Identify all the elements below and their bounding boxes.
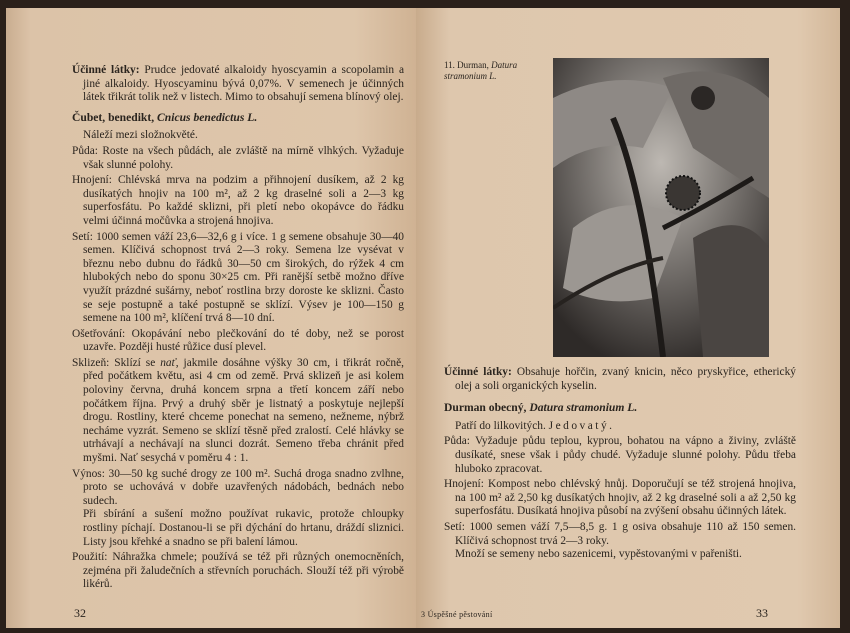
label: Použití: xyxy=(72,551,108,564)
label: Půda: xyxy=(72,144,98,157)
caption-number: 11. Durman, xyxy=(444,60,489,70)
text: Obsahuje hořčin, zvaný knicin, něco pryskyřice, etherický olej a soli organických kyselin. xyxy=(455,366,796,392)
signature-footer: 3 Úspěšné pěstování xyxy=(421,610,493,619)
propagation-note: Množí se semeny nebo sazenicemi, vypěstovanými v pařeništi. xyxy=(455,548,742,561)
heading-cubet xyxy=(72,111,404,125)
section-usage xyxy=(72,551,404,592)
section-sowing xyxy=(72,231,404,326)
label: Hnojení: xyxy=(444,478,484,491)
label: Sklizeň: xyxy=(72,356,110,369)
label: Ošetřování: xyxy=(72,327,126,340)
text: 30—50 kg suché drogy ze 100 m². Suchá droga snadno zvlhne, proto se uchovává v dobře uzavřených nádobách, bednách nebo sudech. xyxy=(83,467,404,507)
label: Setí: xyxy=(444,520,465,533)
label: Setí: xyxy=(72,230,93,243)
italic-term: nať xyxy=(160,356,176,369)
datura-photo xyxy=(553,58,769,357)
family-note xyxy=(444,420,796,434)
label: Účinné látky: xyxy=(72,64,140,76)
family-note: Náleží mezi složnokvěté. xyxy=(83,129,198,142)
toxic-note: Jedovatý. xyxy=(548,419,615,432)
left-page xyxy=(6,8,416,628)
text: Vyžaduje půdu teplou, kyprou, bohatou na vápno a živiny, zvláště dusíkaté, snese však i půdy chudé. Vyžaduje slunné polohy. Půdu třeba hluboko zpracovat. xyxy=(455,435,796,475)
text: Kompost nebo chlévský hnůj. Doporučují se též strojená hnojiva, na 100 m² až 2,50 kg dusíkatých hnojiv, až 2 kg draselné soli a až 2,50 kg superfosfátu. Dusíkatá hnojiva působí na zvýšení obsahu účinných látek. xyxy=(455,478,796,518)
datura-plant-illustration xyxy=(553,58,769,357)
text: Roste na všech půdách, ale zvláště na mírně vlhkých. Vyžaduje však slunné polohy. xyxy=(83,144,404,171)
page-number-left: 32 xyxy=(74,606,86,620)
text: 1000 semen váží 7,5—8,5 g. 1 g osiva obsahuje 110 až 150 semen. Klíčivá schopnost trvá 2—3 roky. xyxy=(455,520,796,547)
heading-name: Čubet, benedikt, xyxy=(72,110,155,124)
label: Hnojení: xyxy=(72,174,112,187)
text: 1000 semen váží 23,6—32,6 g i více. 1 g semene obsahuje 30—40 semen. Klíčivá schopnost trvá 2—3 roky. Semena lze vysévat v březnu nebo dubnu do řádků 30—50 cm širokých, do rýžek 4 cm hlubokých nebo do sponu 30×25 cm. Při ranější setbě možno dříve využít prázdné sušárny, neboť rostlina brzy doroste ke sklizni. Často se seje postupně a také postupně se sklízí. Výsev je 100—150 g semene na 100 m², klíčení trvá 8—10 dní. xyxy=(83,230,404,325)
page-number-right: 33 xyxy=(756,606,768,620)
text: Sklízí se xyxy=(109,356,161,369)
handling-note: Při sbírání a sušení možno používat rukavic, protože chloupky rostliny píchají. Dostanou-li se při dýchání do hrtanu, dráždí sliznici. Listy jsou křehké a snadno se při balení lámou. xyxy=(83,508,404,548)
section-fertilizing xyxy=(444,478,796,519)
text: Okopávání nebo plečkování do té doby, než se porost uzavře. Později husté růžice dusí plevel. xyxy=(83,327,404,354)
label: Půda: xyxy=(444,435,470,448)
label: Výnos: xyxy=(72,467,105,480)
text: , jakmile dosáhne výšky 30 cm, i třikrát ročně, před počátkem květu, asi 4 cm od země. Prvá sklizeň je asi kolem poloviny června, druhá koncem srpna a třetí koncem září nebo počátkem října. Prvý a druhý sběr je listnatý a poskytuje nejlepší drogu. Rostliny, které chceme ponechat na semeno, nežneme, nýbrž necháme vyzrát. Semeno se sklízí těsně před zralostí. Celé hlávky se utrhávají a nechávají na slunci dozrát. Semeno třeba chránit před myšmi. Nať sesychá v poměru 4 : 1. xyxy=(83,356,404,465)
section-fertilizing xyxy=(72,174,404,228)
section-harvest xyxy=(72,357,404,466)
section-sowing xyxy=(444,521,796,548)
label: Účinné látky: xyxy=(444,366,512,378)
right-page xyxy=(416,8,840,628)
heading-latin: Cnicus benedictus L. xyxy=(157,110,258,124)
section-soil xyxy=(72,145,404,172)
text: Náhražka chmele; používá se též při různých onemocněních, zejména při žaludečních a střevních poruchách. Slouží též při výrobě likérů. xyxy=(83,551,404,591)
active-substances-cubet xyxy=(444,366,796,393)
left-page-text xyxy=(72,64,404,594)
family: Patří do lilkovitých. xyxy=(455,419,546,432)
figure-caption xyxy=(444,60,549,82)
text: Chlévská mrva na podzim a přihnojení dusíkem, až 2 kg dusíkatých hnojiv na 100 m², až 2 kg draselné soli a 2—3 kg superfosfátu. Po každé sklizni, při pletí nebo okopávce do řádku velmi účinná močůvka a strojená hnojiva. xyxy=(83,174,404,227)
heading-name: Durman obecný, xyxy=(444,401,527,415)
section-yield xyxy=(72,468,404,509)
heading-latin: Datura stramonium L. xyxy=(529,401,638,415)
caption-latin: Datura stramonium L. xyxy=(444,60,518,81)
text: Prudce jedovaté alkaloidy hyoscyamin a scopolamin a jiné alkaloidy. Hyoscyaminu bývá 0,07%. V semenech je účinných látek třikrát tolik než v listech. Mimo to obsahují semena blínový olej. xyxy=(83,64,404,104)
section-soil xyxy=(444,435,796,476)
right-page-text xyxy=(444,366,796,564)
active-substances-henbane xyxy=(72,64,404,105)
heading-durman xyxy=(444,401,796,415)
section-care xyxy=(72,328,404,355)
